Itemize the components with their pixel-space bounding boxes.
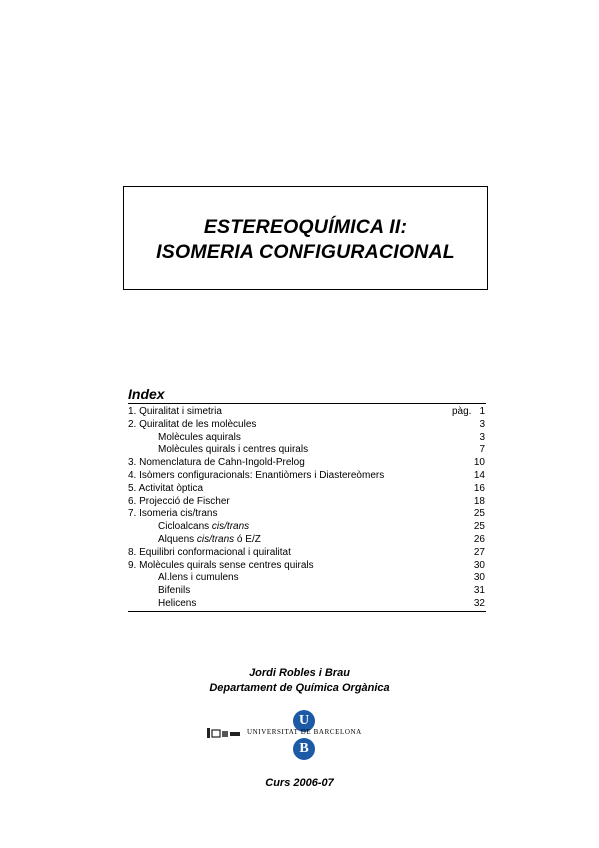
toc-row [128, 508, 486, 521]
title-box [123, 186, 488, 290]
toc-entry-page [452, 406, 485, 419]
toc-entry-after: ó E/Z [234, 533, 261, 545]
index-bottom-rule [128, 611, 486, 612]
toc-entry-text: 1. Quiralitat i simetria [128, 406, 222, 417]
toc-entry-text: Al.lens i cumulens [158, 572, 239, 584]
toc-row [128, 534, 486, 547]
toc-entry-page: 18 [473, 495, 485, 507]
toc-row [128, 572, 486, 585]
author-department: Departament de Química Orgànica [209, 682, 390, 694]
department-logo [207, 726, 241, 740]
toc-row [128, 432, 486, 445]
toc-entry-text [158, 521, 249, 534]
toc-entry-text: 4. Isòmers configuracionals: Enantiòmers i Diastereòmers [128, 469, 385, 481]
toc-entry-page: 3 [479, 418, 485, 430]
toc-entry-page: 32 [473, 597, 485, 609]
index-top-rule [128, 403, 486, 404]
toc-entry-text: Helicens [158, 597, 197, 609]
page-prefix: pàg. [451, 406, 472, 417]
table-of-contents [128, 406, 486, 611]
title-line-1: ESTEREOQUÍMICA II: [203, 216, 408, 238]
toc-entry-text: 2. Quiralitat de les molècules [128, 418, 257, 430]
toc-entry-page: 14 [473, 469, 485, 481]
toc-entry-page: 16 [473, 482, 485, 494]
toc-entry-italic: cis/trans [211, 521, 250, 533]
toc-entry-text: 8. Equilibri conformacional i quiralitat [128, 546, 291, 558]
toc-entry-page: 30 [473, 559, 485, 571]
toc-entry-text [158, 534, 261, 547]
toc-entry-text: 3. Nomenclatura de Cahn-Ingold-Prelog [128, 457, 305, 469]
toc-entry-page: 27 [473, 546, 485, 558]
toc-entry-plain: Cicloalcans [158, 521, 212, 533]
title-line-2: ISOMERIA CONFIGURACIONAL [156, 241, 455, 263]
toc-row [128, 483, 486, 496]
toc-entry-page: 31 [473, 585, 485, 597]
university-seal-top: U [293, 710, 315, 732]
toc-row [128, 521, 486, 534]
toc-row [128, 560, 486, 573]
toc-row [128, 547, 486, 560]
toc-row [128, 444, 486, 457]
author-name: Jordi Robles i Brau [249, 667, 350, 679]
toc-entry-text: Bifenils [158, 585, 191, 597]
toc-row [128, 419, 486, 432]
toc-row [128, 457, 486, 470]
toc-row [128, 470, 486, 483]
toc-entry-page: 25 [473, 521, 485, 533]
toc-entry-page: 7 [479, 444, 485, 456]
toc-entry-page: 3 [479, 431, 485, 443]
toc-entry-page: 25 [473, 508, 485, 520]
toc-entry-text: 9. Molècules quirals sense centres quirals [128, 559, 314, 571]
toc-entry-italic: cis/trans [196, 533, 235, 545]
toc-row [128, 585, 486, 598]
toc-entry-text: 7. Isomeria cis/trans [128, 508, 218, 520]
toc-entry-page: 10 [473, 457, 485, 469]
toc-entry-text: Molècules aquirals [158, 431, 241, 443]
university-name: UNIVERSITAT DE BARCELONA [247, 728, 362, 736]
toc-row [128, 598, 486, 611]
university-seal-bottom: B [293, 738, 315, 760]
index-heading: Index [128, 386, 165, 402]
toc-entry-text: 6. Projecció de Fischer [128, 495, 230, 507]
toc-row [128, 406, 486, 419]
toc-entry-plain: Alquens [158, 533, 197, 545]
course-year: Curs 2006-07 [265, 777, 334, 789]
toc-entry-text: 5. Activitat òptica [128, 482, 204, 494]
toc-row [128, 496, 486, 509]
toc-entry-text: Molècules quirals i centres quirals [158, 444, 309, 456]
toc-entry-page: 26 [473, 533, 485, 545]
toc-entry-page: 30 [473, 572, 485, 584]
page-number: 1 [479, 406, 485, 417]
